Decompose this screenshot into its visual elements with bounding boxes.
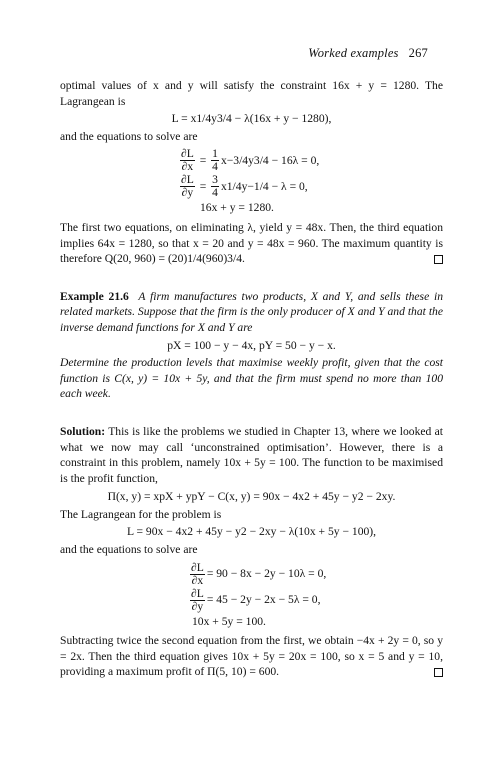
paragraph-result: The first two equations, on eliminating λ, yield y = 48x. Then, the third equation implies 64x = 1280, so that x = 20 and y = 48x = 960. The maximum quantity is therefore Q(20, 960) = (20)1/4(960)3/4. [60,220,443,266]
solution-label: Solution: [60,424,106,438]
equation-demand: pX = 100 − y − 4x, pY = 50 − y − x. [167,338,336,352]
equation-system-2 [188,562,398,630]
paragraph-equations-intro: and the equations to solve are [60,129,198,143]
running-header [308,46,428,61]
paragraph-lagrangean-intro: The Lagrangean for the problem is [60,507,222,521]
equation-row-constraint: 16x + y = 1280. [200,201,274,215]
paragraph-final: Subtracting twice the second equation from the first, we obtain −4x + 2y = 0, so y = 2x. Then the third equation gives 10x + 5y = 20x = 100, so x = 5 and y = 10, providing a maximum profit of Π(5, 10) = 600. [60,634,443,679]
main-text [60,78,443,680]
solution: Solution: This is like the problems we studied in Chapter 13, where we looked at what we now may call ‘unconstrained optimisation’. However, there is a constraint in this problem, namely 10x + 5y = 100. The function to be maximised is the profit function, Π(x, y) = xpX + ypY − C(x, y) = 90x − 4x2 + 45y − y2 − 2xy. The Lagrangean for the problem is L = 90x − 4x2 + 45y − y2 − 2xy − λ(10x + 5y − 100), and the equations to solve are $\frac{\partial L}{\partial x}$ = 90 − 8x − 2y − 10λ = 0, $\frac{\partial L}{\partial y}$ = 45 − 2y − 2x − 5λ = 0, 10x + 5y = 100. Subtracting twice the second equation from the first, we obtain −4x + 2y = 0, so y = 2x. Then the third equation gives 10x + 5y = 20x = 100, so x = 5 and y = 10, providing a maximum profit of Π(5, 10) = 600. [60,424,443,679]
example-question: Determine the production levels that maximise weekly profit, given that the cost function is C(x, y) = 10x + 5y, and that the firm must spend no more than 100 each week. [60,356,443,401]
qed-square [434,255,443,264]
page-number: 267 [408,46,428,60]
equation-row-dy-2: $\frac{\partial L}{\partial y}$ = 45 − 2y − 2x − 5λ = 0, [191,586,321,613]
equation-lagrangean-1: L = x1/4y3/4 − λ(16x + y − 1280), [171,112,332,126]
paragraph-equations-intro-2: and the equations to solve are [60,543,198,557]
equation-row-constraint-2: 10x + 5y = 100. [192,614,266,628]
running-title: Worked examples [308,46,399,60]
equation-row-dx: $\frac{\partial L}{\partial x}$ = $\frac{1}{4}$ x−3/4y3/4 − 16λ = 0, [181,147,320,174]
example-21-6 [60,289,443,402]
equation-system-1 [178,148,388,216]
example-statement: A firm manufactures two products, X and Y, and sells these in related markets. Suppose that the firm is the only producer of X and Y and that the inverse demand functions for X and Y are [60,289,443,334]
equation-profit: Π(x, y) = xpX + ypY − C(x, y) = 90x − 4x2 + 45y − y2 − 2xy. [107,490,396,504]
example-label: Example 21.6 [60,289,129,303]
qed-square-2 [434,668,443,677]
equation-row-dx-2: $\frac{\partial L}{\partial x}$ = 90 − 8x − 2y − 10λ = 0, [191,560,327,587]
paragraph-constraint: optimal values of x and y will satisfy the constraint 16x + y = 1280. The Lagrangean is [60,79,443,108]
equation-lagrangean-2: L = 90x − 4x2 + 45y − y2 − 2xy − λ(10x + 5y − 100), [126,525,377,539]
equation-row-dy: $\frac{\partial L}{\partial y}$ = $\frac{3}{4}$ x1/4y−1/4 − λ = 0, [181,173,308,200]
